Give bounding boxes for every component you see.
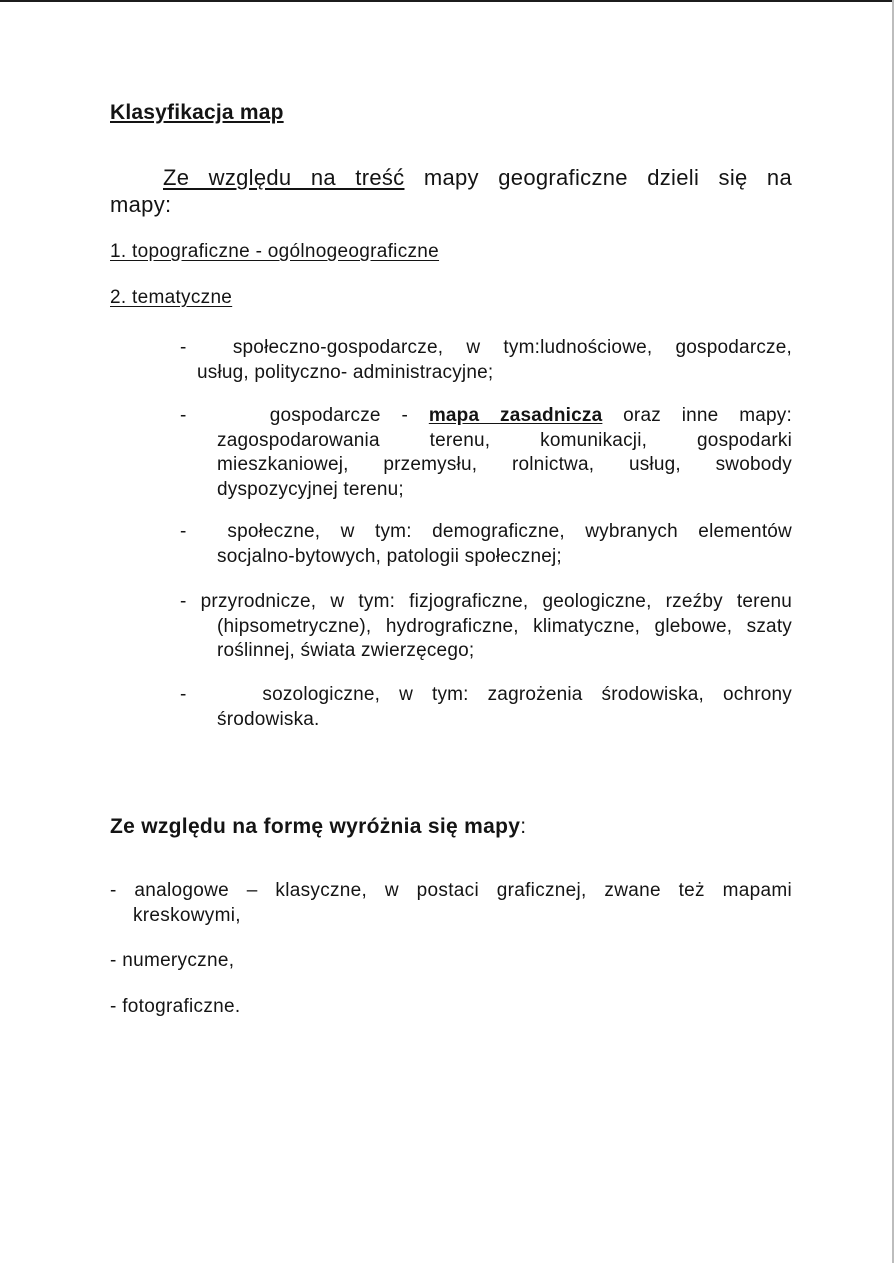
item-rest: środowiska.: [217, 708, 320, 730]
intro-paragraph: [110, 164, 792, 218]
thematic-item-socioeconomic: [180, 336, 792, 385]
form-item-photographic: [110, 994, 792, 1019]
form-item-numeric: [110, 948, 792, 973]
item-lead: społeczne, w tym: demograficzne, wybranych elementów: [227, 521, 792, 542]
scan-top-edge: [0, 0, 894, 2]
item-rest: (hipsometryczne), hydrograficzne, klimatyczne, glebowe, szaty roślinnej, świata zwierzęcego;: [217, 615, 792, 661]
form-heading: [110, 815, 526, 839]
list-item-topographic: 1. topograficzne - ogólnogeograficzne: [110, 241, 440, 262]
thematic-item-economic: [180, 404, 792, 502]
intro-line-1: [110, 164, 792, 191]
item-rest: kreskowymi,: [133, 905, 241, 926]
item-lead: sozologiczne, w tym: zagrożenia środowiska, ochrony: [262, 684, 792, 705]
item-lead-after: oraz inne mapy:: [602, 405, 792, 426]
item-lead: - numeryczne,: [110, 950, 235, 971]
item-dash: -: [180, 521, 187, 542]
item-dash: -: [180, 337, 187, 358]
form-heading-text: Ze względu na formę wyróżnia się mapy: [110, 815, 521, 838]
form-heading-colon: :: [520, 815, 527, 838]
thematic-item-nature: [180, 590, 792, 664]
item-rest: usług, polityczno- administracyjne;: [197, 361, 494, 383]
item-rest: zagospodarowania terenu, komunikacji, gospodarki mieszkaniowej, przemysłu, rolnictwa, usług, swobody dyspozycyjnej terenu;: [217, 429, 792, 500]
item-lead: społeczno-gospodarcze, w tym:ludnościowe, gospodarcze,: [232, 337, 792, 358]
form-item-analog: [110, 878, 792, 928]
item-lead: przyrodnicze, w tym: fizjograficzne, geologiczne, rzeźby terenu: [200, 591, 792, 612]
thematic-item-social: [180, 520, 792, 569]
page-title: Klasyfikacja map: [110, 101, 284, 124]
item-lead-before: gospodarcze -: [269, 405, 429, 426]
intro-line-2: mapy:: [110, 192, 172, 217]
item-rest: socjalno-bytowych, patologii społecznej;: [217, 545, 562, 567]
item-dash: -: [180, 405, 187, 426]
item-dash: -: [180, 591, 187, 612]
list-item-thematic: 2. tematyczne: [110, 287, 233, 308]
intro-underlined-phrase: Ze względu na treść: [163, 165, 405, 190]
intro-rest: mapy geograficzne dzieli się na: [404, 165, 792, 190]
item-lead-bold: mapa zasadnicza: [428, 405, 603, 426]
item-dash: -: [180, 684, 187, 705]
item-lead: - analogowe – klasyczne, w postaci graficznej, zwane też mapami: [110, 880, 792, 901]
item-lead: - fotograficzne.: [110, 996, 241, 1017]
thematic-item-sozological: [180, 683, 792, 732]
